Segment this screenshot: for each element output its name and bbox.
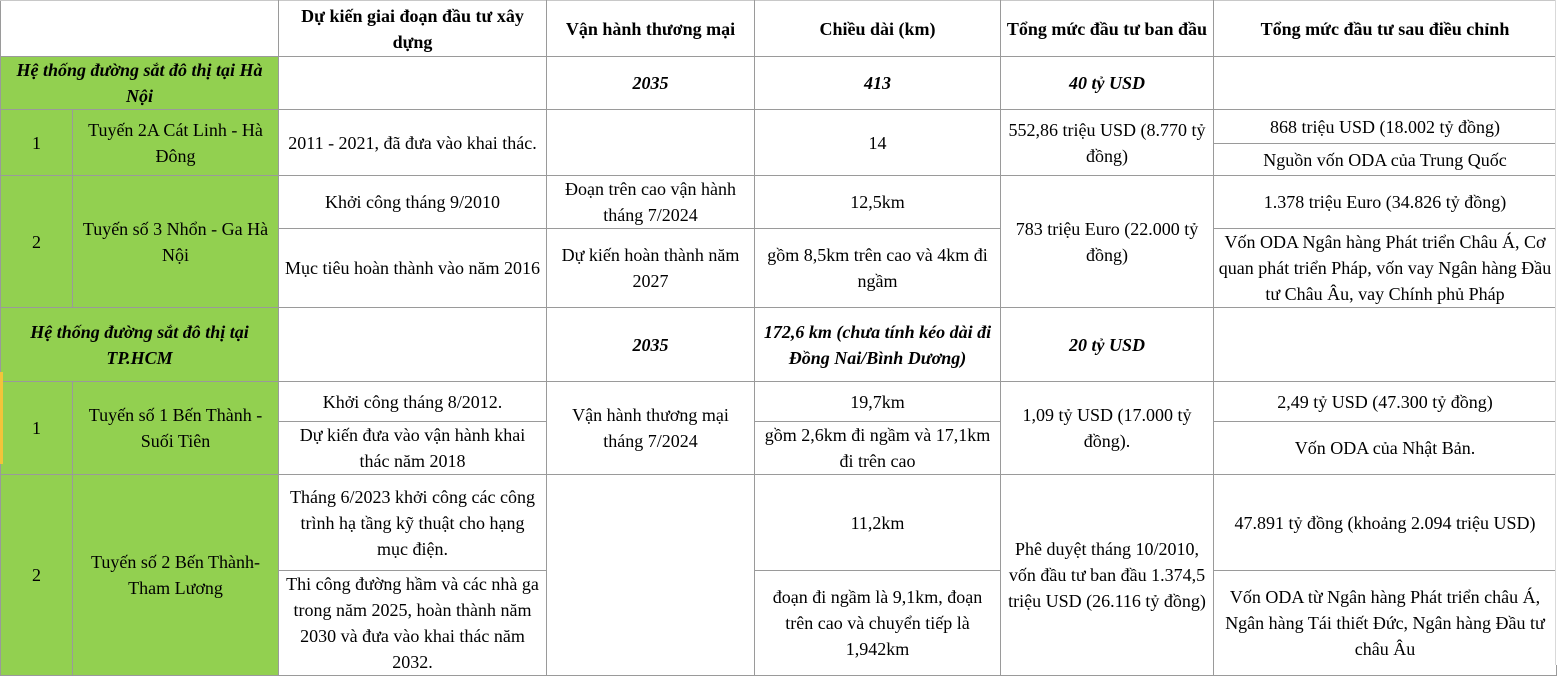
hcm-line2-adjusted-investment[interactable]: 47.891 tỷ đồng (khoảng 2.094 triệu USD) [1214, 475, 1557, 571]
hanoi-line1-funding-source[interactable]: Nguồn vốn ODA của Trung Quốc [1214, 144, 1557, 176]
header-length[interactable]: Chiều dài (km) [755, 1, 1001, 57]
hanoi-system-operation[interactable]: 2035 [547, 57, 755, 110]
hanoi-line1-row [1, 110, 1557, 144]
hanoi-line1-initial-investment[interactable]: 552,86 triệu USD (8.770 tỷ đồng) [1001, 110, 1214, 176]
hanoi-system-title[interactable]: Hệ thống đường sắt đô thị tại Hà Nội [1, 57, 279, 110]
hcm-line1-number[interactable]: 1 [1, 382, 73, 475]
hcm-system-investment[interactable]: 20 tỷ USD [1001, 308, 1214, 382]
hcm-system-row [1, 308, 1557, 382]
hanoi-line2-operation-elevated[interactable]: Đoạn trên cao vận hành tháng 7/2024 [547, 176, 755, 229]
header-adjusted-investment[interactable]: Tổng mức đầu tư sau điều chỉnh [1214, 1, 1557, 57]
hcm-line2-phase-plan[interactable]: Thi công đường hầm và các nhà ga trong năm 2025, hoàn thành năm 2030 và đưa vào khai thác năm 2032. [279, 571, 547, 676]
hanoi-line1-name[interactable]: Tuyến 2A Cát Linh - Hà Đông [73, 110, 279, 176]
hanoi-line2-name[interactable]: Tuyến số 3 Nhổn - Ga Hà Nội [73, 176, 279, 308]
header-blank-cell[interactable] [1, 1, 279, 57]
hcm-line1-length-detail[interactable]: gồm 2,6km đi ngầm và 17,1km đi trên cao [755, 422, 1001, 475]
hcm-line2-length-detail[interactable]: đoạn đi ngầm là 9,1km, đoạn trên cao và chuyển tiếp là 1,942km [755, 571, 1001, 676]
selected-row-indicator [0, 372, 3, 464]
hcm-line2-number[interactable]: 2 [1, 475, 73, 676]
hcm-line1-phase-expected[interactable]: Dự kiến đưa vào vận hành khai thác năm 2018 [279, 422, 547, 475]
hanoi-system-row [1, 57, 1557, 110]
header-commercial-operation[interactable]: Vận hành thương mại [547, 1, 755, 57]
hanoi-system-phase-cell[interactable] [279, 57, 547, 110]
hanoi-line2-funding-source[interactable]: Vốn ODA Ngân hàng Phát triển Châu Á, Cơ quan phát triển Pháp, vốn vay Ngân hàng Đầu tư Châu Âu, vay Chính phủ Pháp [1214, 229, 1557, 308]
hanoi-system-length[interactable]: 413 [755, 57, 1001, 110]
hanoi-line1-length[interactable]: 14 [755, 110, 1001, 176]
hcm-line1-adjusted-investment[interactable]: 2,49 tỷ USD (47.300 tỷ đồng) [1214, 382, 1557, 422]
hcm-line1-row [1, 382, 1557, 422]
hanoi-system-investment[interactable]: 40 tỷ USD [1001, 57, 1214, 110]
hanoi-line2-operation-expected[interactable]: Dự kiến hoàn thành năm 2027 [547, 229, 755, 308]
hcm-line2-length[interactable]: 11,2km [755, 475, 1001, 571]
hcm-line1-length[interactable]: 19,7km [755, 382, 1001, 422]
hcm-line2-row [1, 475, 1557, 571]
hcm-line1-phase-start[interactable]: Khởi công tháng 8/2012. [279, 382, 547, 422]
hanoi-line2-row [1, 176, 1557, 229]
hcm-line2-phase-start[interactable]: Tháng 6/2023 khởi công các công trình hạ tầng kỹ thuật cho hạng mục điện. [279, 475, 547, 571]
hcm-line2-funding-source[interactable]: Vốn ODA từ Ngân hàng Phát triển châu Á, Ngân hàng Tái thiết Đức, Ngân hàng Đầu tư châu Âu [1214, 571, 1557, 676]
hanoi-line1-phase[interactable]: 2011 - 2021, đã đưa vào khai thác. [279, 110, 547, 176]
next-column-edge [1555, 0, 1566, 665]
header-construction-phase[interactable]: Dự kiến giai đoạn đầu tư xây dựng [279, 1, 547, 57]
hanoi-line1-operation[interactable] [547, 110, 755, 176]
hanoi-line2-phase-start[interactable]: Khởi công tháng 9/2010 [279, 176, 547, 229]
hcm-system-title[interactable]: Hệ thống đường sắt đô thị tại TP.HCM [1, 308, 279, 382]
hanoi-line2-phase-target[interactable]: Mục tiêu hoàn thành vào năm 2016 [279, 229, 547, 308]
hcm-line1-initial-investment[interactable]: 1,09 tỷ USD (17.000 tỷ đồng). [1001, 382, 1214, 475]
hanoi-line1-number[interactable]: 1 [1, 110, 73, 176]
hcm-system-length[interactable]: 172,6 km (chưa tính kéo dài đi Đồng Nai/Bình Dương) [755, 308, 1001, 382]
hcm-line1-operation[interactable]: Vận hành thương mại tháng 7/2024 [547, 382, 755, 475]
hcm-system-phase-cell[interactable] [279, 308, 547, 382]
hcm-system-adjusted-cell[interactable] [1214, 308, 1557, 382]
hcm-line2-name[interactable]: Tuyến số 2 Bến Thành-Tham Lương [73, 475, 279, 676]
hanoi-line2-initial-investment[interactable]: 783 triệu Euro (22.000 tỷ đồng) [1001, 176, 1214, 308]
hcm-system-operation[interactable]: 2035 [547, 308, 755, 382]
hanoi-line2-length[interactable]: 12,5km [755, 176, 1001, 229]
hcm-line1-funding-source[interactable]: Vốn ODA của Nhật Bản. [1214, 422, 1557, 475]
hcm-line1-name[interactable]: Tuyến số 1 Bến Thành - Suối Tiên [73, 382, 279, 475]
hanoi-system-adjusted-cell[interactable] [1214, 57, 1557, 110]
hanoi-line2-number[interactable]: 2 [1, 176, 73, 308]
hanoi-line2-adjusted-investment[interactable]: 1.378 triệu Euro (34.826 tỷ đồng) [1214, 176, 1557, 229]
hanoi-line2-length-detail[interactable]: gồm 8,5km trên cao và 4km đi ngầm [755, 229, 1001, 308]
hanoi-line1-adjusted-investment[interactable]: 868 triệu USD (18.002 tỷ đồng) [1214, 110, 1557, 144]
header-row [1, 1, 1557, 57]
hcm-line2-operation[interactable] [547, 475, 755, 676]
header-initial-investment[interactable]: Tổng mức đầu tư ban đầu [1001, 1, 1214, 57]
hcm-line2-initial-investment[interactable]: Phê duyệt tháng 10/2010, vốn đầu tư ban đầu 1.374,5 triệu USD (26.116 tỷ đồng) [1001, 475, 1214, 676]
